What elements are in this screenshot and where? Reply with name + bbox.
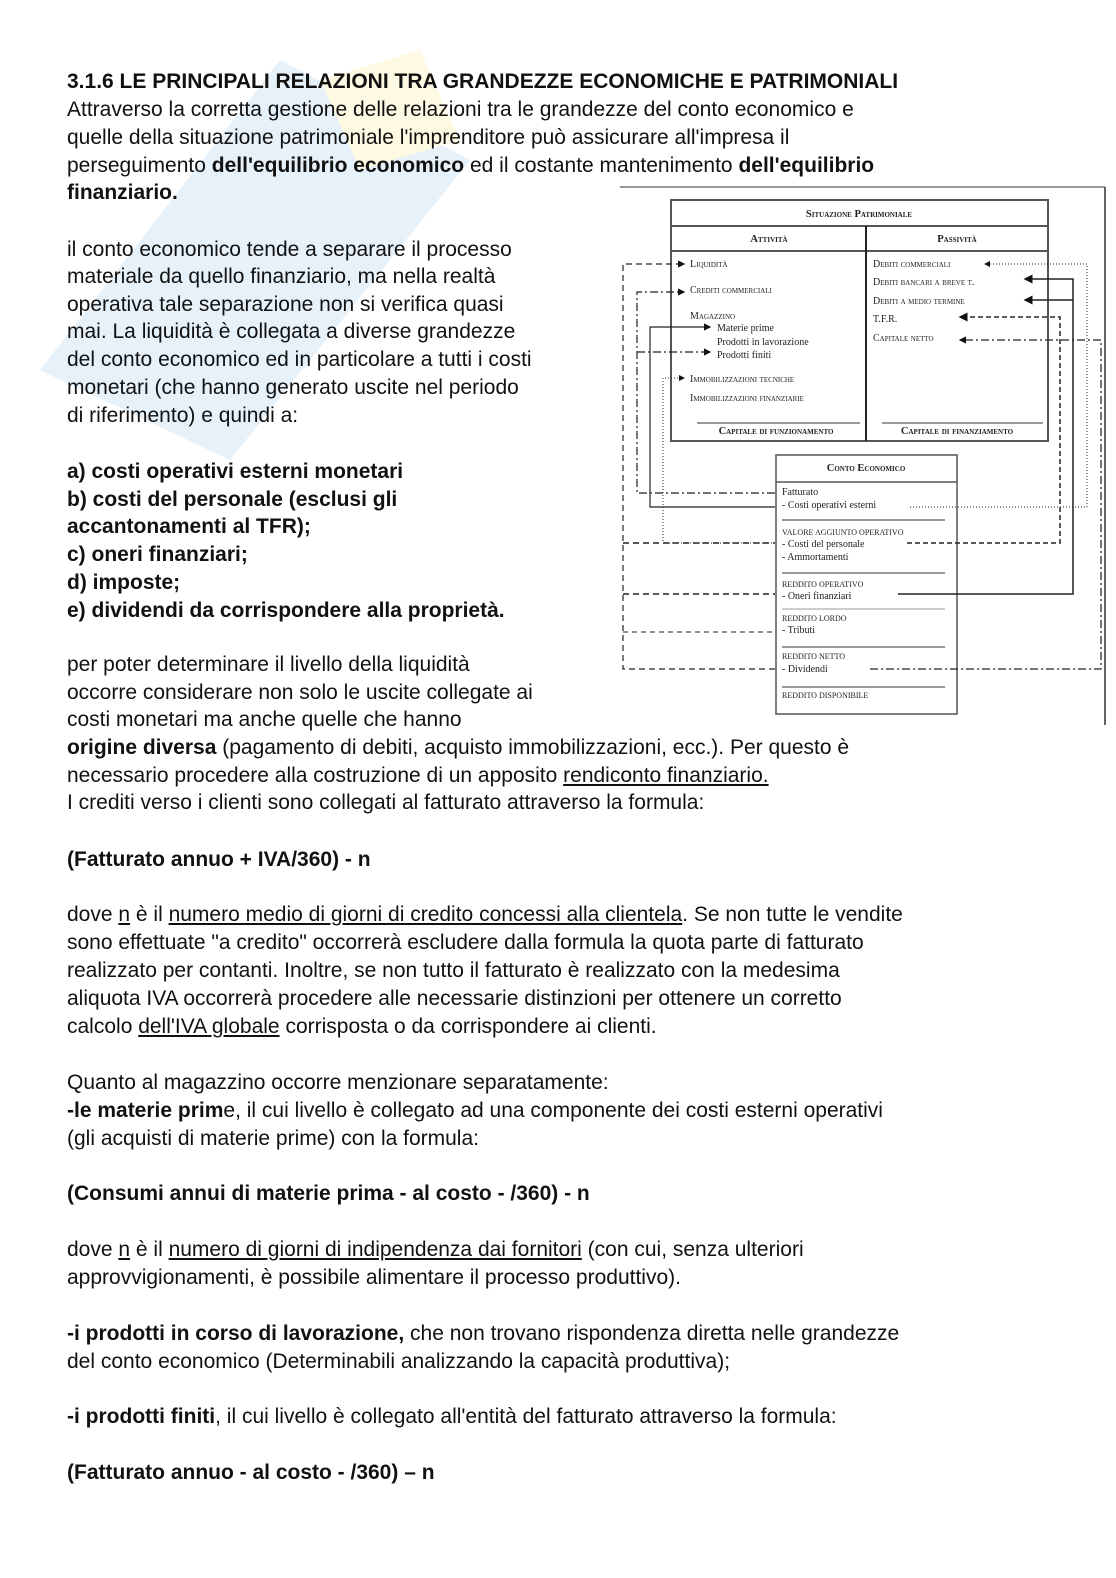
text-segment: per poter determinare il livello della liquidità [67, 653, 470, 676]
asset-subitem: Prodotti in lavorazione [717, 337, 809, 348]
text-segment: sono effettuate "a credito" occorrerà escludere dalla formula la quota parte di fatturato [67, 931, 864, 954]
text-segment: quelle della situazione patrimoniale l'imprenditore può assicurare all'impresa il [67, 126, 790, 149]
asset-subitem: Materie prime [717, 323, 774, 334]
ce-title: Conto Economico [826, 463, 906, 474]
bold-text: dell'equilibrio economico [211, 154, 465, 177]
asset-subitem: Prodotti finiti [717, 350, 772, 361]
asset-item: Magazzino [690, 311, 736, 322]
bold-text: c) oneri finanziari; [67, 543, 248, 566]
text-segment: operativa tale separazione non si verifica quasi [67, 293, 504, 316]
text-segment: (gli acquisti di materie prime) con la formula: [67, 1127, 479, 1150]
text-segment: monetari (che hanno generato uscite nel periodo [67, 376, 519, 399]
underlined-text: rendiconto finanziario. [563, 764, 769, 787]
asset-item: Crediti commerciali [690, 285, 772, 296]
ce-row: - Costi operativi esterni [782, 500, 877, 511]
bold-text: d) imposte; [67, 571, 181, 594]
text-segment: dove [67, 1238, 119, 1261]
ce-row: VALORE AGGIUNTO OPERATIVO [782, 528, 904, 537]
ce-row: Fatturato [782, 487, 819, 498]
liability-item: Debiti commerciali [873, 259, 951, 270]
text-segment: calcolo [67, 1015, 139, 1038]
underlined-text: n [118, 1238, 131, 1261]
underlined-text: numero medio di giorni di credito concessi alla clientela [168, 903, 683, 926]
text-segment: Attraverso la corretta gestione delle relazioni tra le grandezze del conto economico e [67, 98, 854, 121]
ce-row: - Costi del personale [782, 539, 865, 550]
ce-row: REDDITO LORDO [782, 614, 847, 623]
liability-item: Debiti bancari a breve t. [873, 277, 975, 288]
liabilities-header: Passività [937, 234, 977, 245]
text-segment: materiale da quello finanziario, ma nella realtà [67, 265, 496, 288]
bold-text: dell'equilibrio [738, 154, 875, 177]
text-segment: aliquota IVA occorrerà procedere alle necessarie distinzioni per ottenere un corretto [67, 987, 842, 1010]
text-segment: Quanto al magazzino occorre menzionare separatamente: [67, 1071, 609, 1094]
conto-economico-box [776, 455, 957, 714]
assets-total: Capitale di funzionamento [718, 426, 834, 437]
liability-item: Debiti a medio termine [873, 296, 965, 307]
text-segment: del conto economico ed in particolare a tutti i costi [67, 348, 532, 371]
bold-text: finanziario. [67, 181, 178, 204]
sp-title: Situazione Patrimoniale [805, 209, 913, 220]
text-segment: I crediti verso i clienti sono collegati al fatturato attraverso la formula: [67, 791, 705, 814]
bold-text: b) costi del personale (esclusi gli [67, 488, 398, 511]
asset-item: Immobilizzazioni finanziarie [690, 393, 804, 404]
ce-row: - Dividendi [782, 664, 828, 675]
ce-row: - Tributi [782, 625, 816, 636]
text-segment: corrisposta o da corrispondere ai clienti. [279, 1015, 657, 1038]
asset-item: Immobilizzazioni tecniche [690, 374, 795, 385]
text-segment: necessario procedere alla costruzione di un apposito [67, 764, 564, 787]
bold-text: -le materie prim [67, 1099, 224, 1122]
text-segment: realizzato per contanti. Inoltre, se non tutto il fatturato è realizzato con la medesima [67, 959, 840, 982]
bold-text: accantonamenti al TFR); [67, 515, 311, 538]
ce-row: REDDITO OPERATIVO [782, 580, 864, 589]
bold-text: (Consumi annui di materie prima - al costo - /360) - n [67, 1182, 590, 1205]
assets-header: Attività [750, 234, 788, 245]
bold-text: (Fatturato annuo - al costo - /360) – n [67, 1461, 435, 1484]
ce-row: REDDITO DISPONIBILE [782, 691, 869, 700]
text-segment: è il [130, 903, 169, 926]
bold-text: -i prodotti in corso di lavorazione, [67, 1322, 405, 1345]
underlined-text: dell'IVA globale [138, 1015, 280, 1038]
ce-row: REDDITO NETTO [782, 652, 846, 661]
ce-row: - Ammortamenti [782, 552, 849, 563]
text-segment: che non trovano rispondenza diretta nelle grandezze [404, 1322, 900, 1345]
text-segment: perseguimento [67, 154, 212, 177]
liability-item: T.F.R. [873, 314, 898, 325]
text-segment: mai. La liquidità è collegata a diverse grandezze [67, 320, 516, 343]
asset-item: Liquidità [690, 259, 728, 270]
text-segment: occorre considerare non solo le uscite collegate ai [67, 681, 533, 704]
underlined-text: numero di giorni di indipendenza dai fornitori [168, 1238, 582, 1261]
bold-text: e) dividendi da corrispondere alla proprietà. [67, 599, 505, 622]
text-segment: costi monetari ma anche quelle che hanno [67, 708, 462, 731]
text-segment: il conto economico tende a separare il processo [67, 238, 512, 261]
text-segment: del conto economico (Determinabili analizzando la capacità produttiva); [67, 1350, 731, 1373]
text-segment: dove [67, 903, 119, 926]
text-segment: approvvigionamenti, è possibile alimentare il processo produttivo). [67, 1266, 681, 1289]
text-segment: è il [130, 1238, 169, 1261]
underlined-text: n [118, 903, 131, 926]
situazione-patrimoniale-box [671, 200, 1048, 441]
liability-item: Capitale netto [873, 333, 934, 344]
bold-text: -i prodotti finiti [67, 1405, 216, 1428]
bold-text: origine diversa [67, 736, 217, 759]
text-segment: ed il costante mantenimento [464, 154, 739, 177]
bold-text: a) costi operativi esterni monetari [67, 460, 404, 483]
text-segment: , il cui livello è collegato all'entità del fatturato attraverso la formula: [215, 1405, 837, 1428]
text-segment: (con cui, senza ulteriori [581, 1238, 804, 1261]
bold-text: (Fatturato annuo + IVA/360) - n [67, 848, 371, 871]
text-segment: di riferimento) e quindi a: [67, 404, 299, 427]
text-segment: e, il cui livello è collegato ad una componente dei costi esterni operativi [223, 1099, 883, 1122]
bold-text: 3.1.6 LE PRINCIPALI RELAZIONI TRA GRANDEZZE ECONOMICHE E PATRIMONIALI [67, 70, 899, 93]
text-segment: (pagamento di debiti, acquisto immobilizzazioni, ecc.). Per questo è [216, 736, 850, 759]
text-segment: . Se non tutte le vendite [682, 903, 903, 926]
ce-row: - Oneri finanziari [782, 591, 852, 602]
liabilities-total: Capitale di finanziamento [900, 426, 1014, 437]
